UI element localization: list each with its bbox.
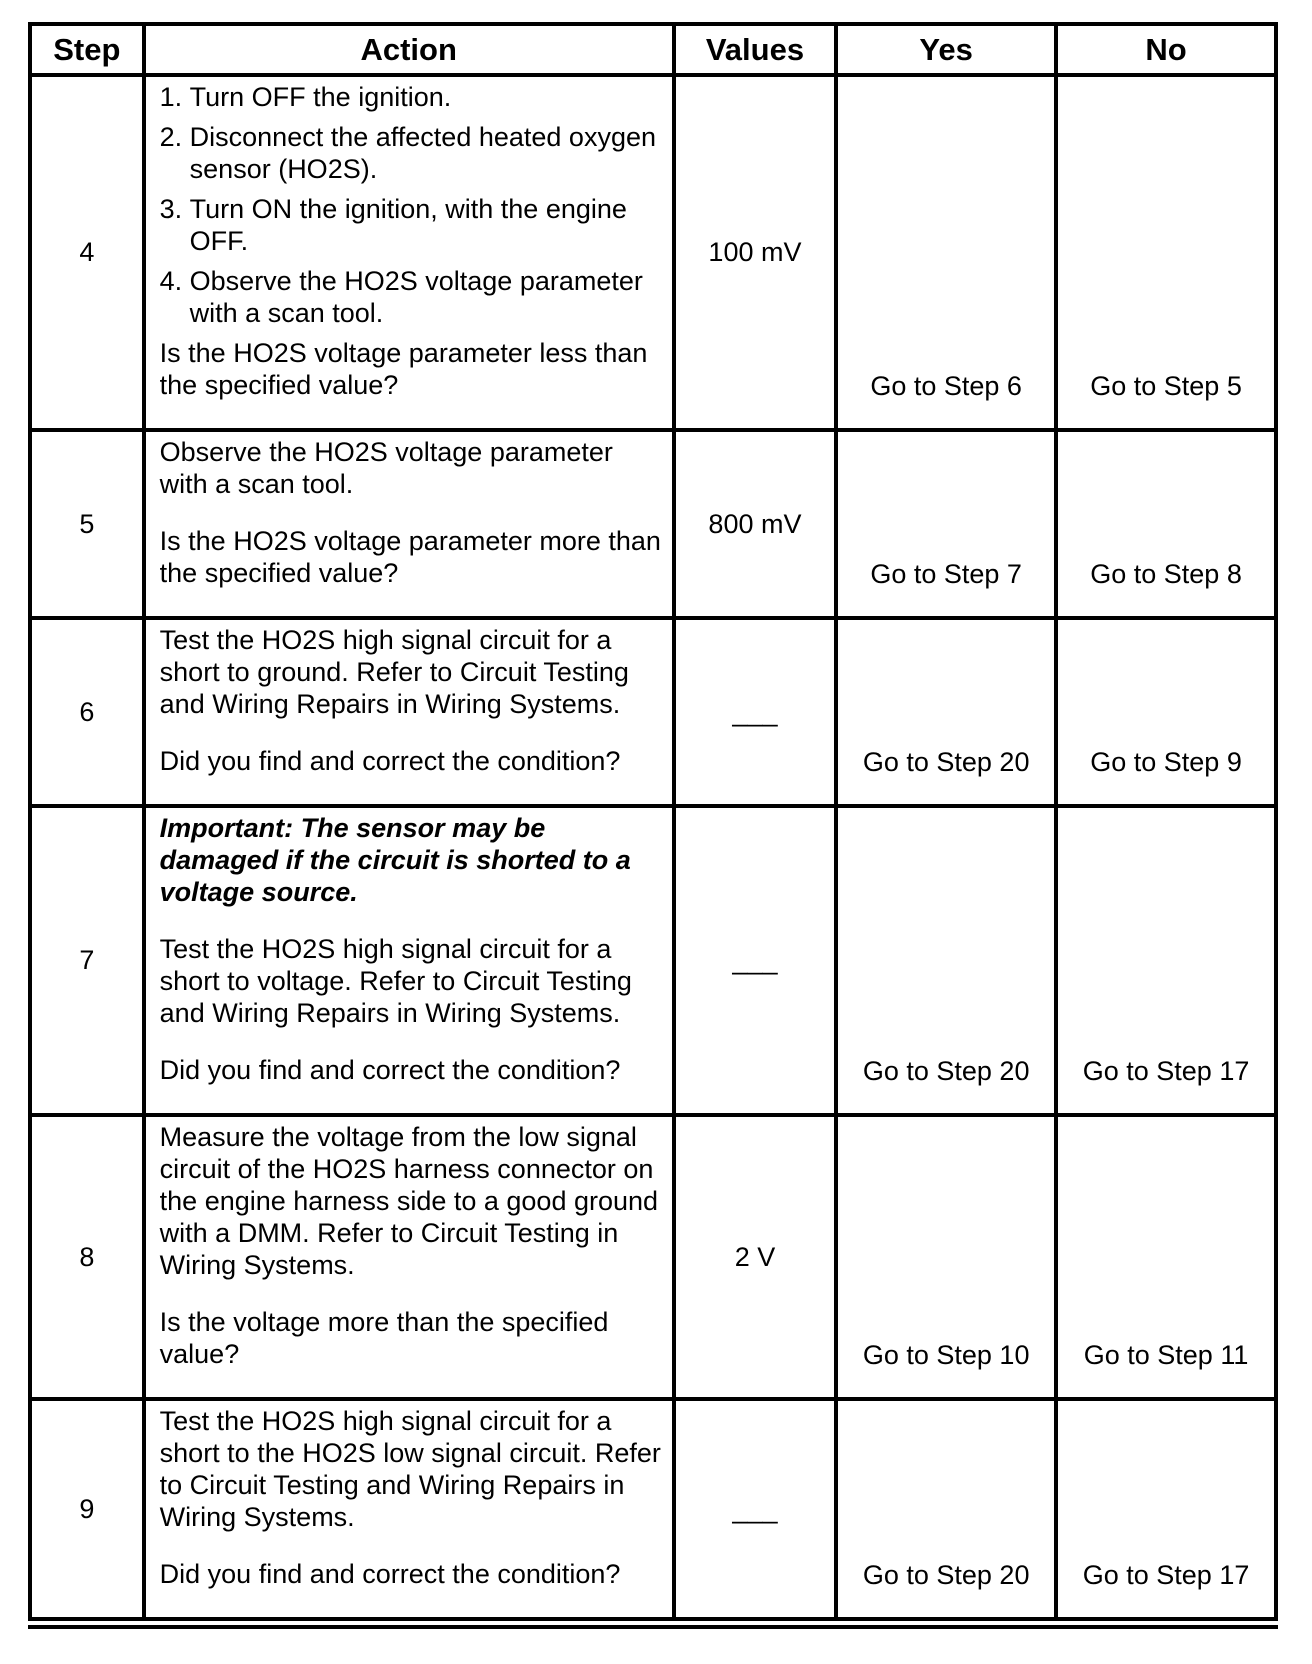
substep-list xyxy=(160,81,662,329)
step-number: 4 xyxy=(30,75,144,430)
no-outcome: Go to Step 8 xyxy=(1056,430,1276,618)
no-outcome: Go to Step 5 xyxy=(1056,75,1276,430)
header-action: Action xyxy=(144,24,674,75)
yes-outcome: Go to Step 7 xyxy=(836,430,1056,618)
spec-value: ___ xyxy=(674,806,837,1115)
yes-outcome: Go to Step 20 xyxy=(836,618,1056,806)
action-question: Did you find and correct the condition? xyxy=(159,746,621,776)
spec-value: 2 V xyxy=(674,1115,837,1399)
header-yes: Yes xyxy=(836,24,1056,75)
action-question: Did you find and correct the condition? xyxy=(159,1055,621,1085)
no-outcome: Go to Step 17 xyxy=(1056,1399,1276,1619)
substep xyxy=(160,81,662,113)
yes-outcome: Go to Step 6 xyxy=(836,75,1056,430)
substep xyxy=(160,121,662,185)
spec-value: ___ xyxy=(674,1399,837,1619)
step-number: 8 xyxy=(30,1115,144,1399)
action-instruction: Measure the voltage from the low signal circuit of the HO2S harness connector on the engine harness side to a good ground with a DMM. Refer to Circuit Testing in Wiring Systems. xyxy=(159,1122,659,1280)
table-row xyxy=(30,1115,1276,1399)
table-row xyxy=(30,1399,1276,1619)
table-header-row xyxy=(30,24,1276,75)
step-number: 6 xyxy=(30,618,144,806)
diagnostic-document xyxy=(28,22,1278,1629)
action-question: Did you find and correct the condition? xyxy=(159,1559,621,1589)
header-step: Step xyxy=(30,24,144,75)
action-cell xyxy=(144,618,674,806)
action-question: Is the voltage more than the specified value? xyxy=(159,1307,609,1369)
action-cell xyxy=(144,430,674,618)
yes-outcome: Go to Step 10 xyxy=(836,1115,1056,1399)
spec-value: 100 mV xyxy=(674,75,837,430)
substep-number: 1. xyxy=(159,82,183,112)
substep xyxy=(160,193,662,257)
action-cell xyxy=(144,1115,674,1399)
step-number: 9 xyxy=(30,1399,144,1619)
header-values: Values xyxy=(674,24,837,75)
step-number: 7 xyxy=(30,806,144,1115)
substep xyxy=(160,265,662,329)
action-cell xyxy=(144,806,674,1115)
table-row xyxy=(30,75,1276,430)
action-instruction: Test the HO2S high signal circuit for a short to voltage. Refer to Circuit Testing and Wiring Repairs in Wiring Systems. xyxy=(159,934,632,1028)
table-row xyxy=(30,618,1276,806)
no-outcome: Go to Step 17 xyxy=(1056,806,1276,1115)
action-instruction: Test the HO2S high signal circuit for a short to the HO2S low signal circuit. Refer to Circuit Testing and Wiring Repairs in Wiring Systems. xyxy=(159,1406,661,1532)
substep-number: 3. xyxy=(159,194,183,224)
spec-value: ___ xyxy=(674,618,837,806)
substep-text: Turn ON the ignition, with the engine OFF. xyxy=(189,194,627,256)
action-instruction: Test the HO2S high signal circuit for a short to ground. Refer to Circuit Testing and Wiring Repairs in Wiring Systems. xyxy=(159,625,629,719)
step-number: 5 xyxy=(30,430,144,618)
table-row xyxy=(30,806,1276,1115)
action-instruction: Observe the HO2S voltage parameter with a scan tool. xyxy=(159,437,613,499)
substep-text: Observe the HO2S voltage parameter with a scan tool. xyxy=(189,266,643,328)
no-outcome: Go to Step 9 xyxy=(1056,618,1276,806)
action-cell xyxy=(144,1399,674,1619)
substep-number: 4. xyxy=(159,266,183,296)
bottom-rule xyxy=(28,1625,1278,1629)
yes-outcome: Go to Step 20 xyxy=(836,806,1056,1115)
diagnostic-steps-table xyxy=(28,22,1278,1621)
spec-value: 800 mV xyxy=(674,430,837,618)
substep-text: Disconnect the affected heated oxygen sensor (HO2S). xyxy=(189,122,656,184)
header-no: No xyxy=(1056,24,1276,75)
action-question: Is the HO2S voltage parameter more than the specified value? xyxy=(159,526,661,588)
substep-text: Turn OFF the ignition. xyxy=(189,82,452,112)
important-note: Important: The sensor may be damaged if the circuit is shorted to a voltage source. xyxy=(159,813,631,907)
table-row xyxy=(30,430,1276,618)
action-question: Is the HO2S voltage parameter less than the specified value? xyxy=(159,338,648,400)
no-outcome: Go to Step 11 xyxy=(1056,1115,1276,1399)
yes-outcome: Go to Step 20 xyxy=(836,1399,1056,1619)
action-cell xyxy=(144,75,674,430)
substep-number: 2. xyxy=(159,122,183,152)
